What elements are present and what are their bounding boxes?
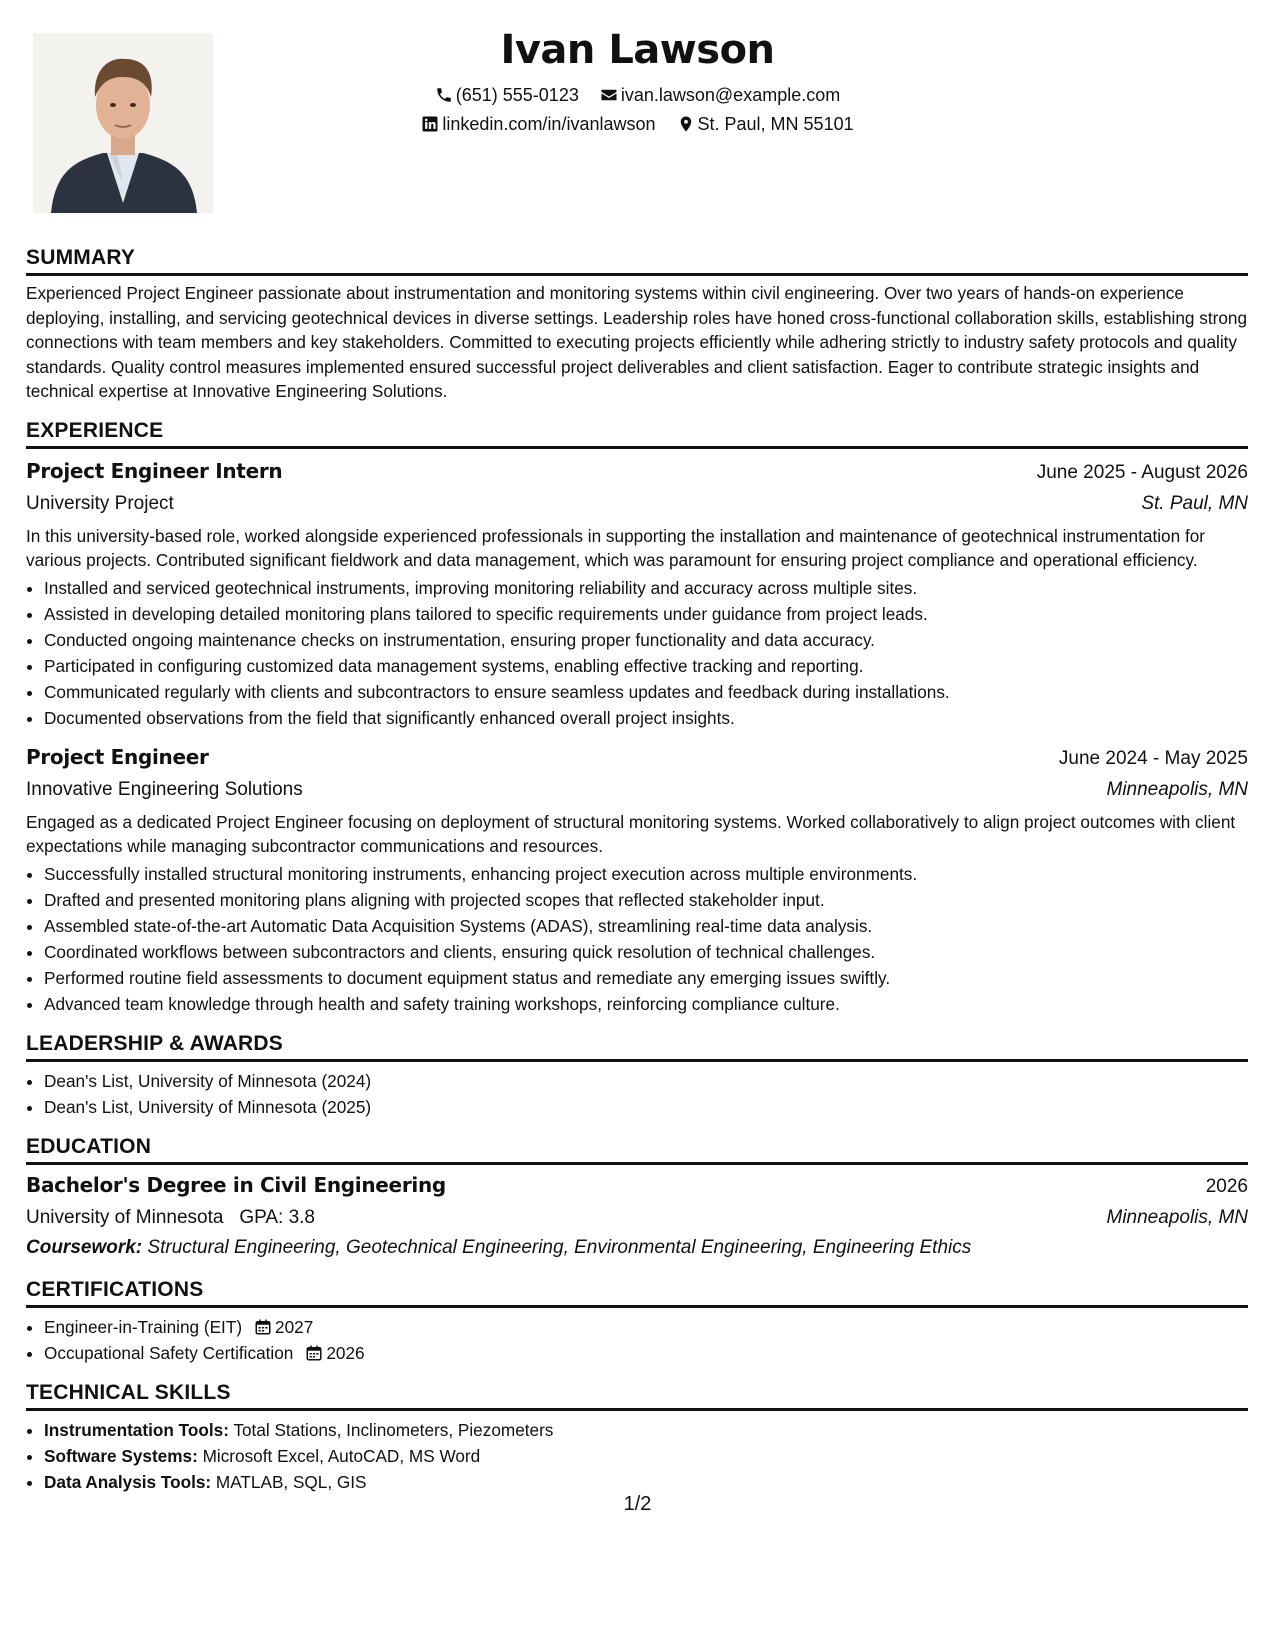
skill-label: Data Analysis Tools: <box>44 1471 212 1492</box>
degree-year: 2026 <box>1205 1175 1248 1197</box>
list-item <box>44 1314 1248 1340</box>
contact-line-2 <box>230 112 1045 136</box>
list-item: • Installed and serviced geotechnical instruments, improving monitoring reliability and accuracy across multiple sites. <box>44 575 1248 601</box>
coursework-label: Coursework: <box>26 1236 143 1258</box>
school-location: Minneapolis, MN <box>1106 1206 1248 1228</box>
job-bullets <box>26 575 1248 731</box>
education-section <box>26 1133 1248 1263</box>
job-dates: June 2024 - May 2025 <box>1058 747 1248 769</box>
candidate-name: Ivan Lawson <box>500 27 775 73</box>
summary-heading: SUMMARY <box>26 244 1248 276</box>
job-company: Innovative Engineering Solutions <box>26 778 303 800</box>
job-title: Project Engineer Intern <box>26 458 283 483</box>
experience-section <box>26 417 1248 1017</box>
certification-year: 2026 <box>326 1342 365 1363</box>
location-text: St. Paul, MN 55101 <box>697 114 854 134</box>
calendar-icon <box>254 1318 272 1336</box>
certification-name: Occupational Safety Certification <box>44 1342 294 1363</box>
job-title: Project Engineer <box>26 744 209 769</box>
skill-value: MATLAB, SQL, GIS <box>215 1471 367 1492</box>
map-pin-icon <box>677 115 695 133</box>
job-company: University Project <box>26 492 174 514</box>
list-item: • Dean's List, University of Minnesota (2024) <box>44 1068 1248 1094</box>
list-item: • Performed routine field assessments to document equipment status and remediate any emerging issues swiftly. <box>44 965 1248 991</box>
job-entry <box>26 455 1248 731</box>
list-item <box>44 1417 1248 1443</box>
contact-email[interactable] <box>600 83 840 107</box>
resume-header <box>230 22 1045 136</box>
phone-text: (651) 555-0123 <box>455 85 579 105</box>
coursework-list: Structural Engineering, Geotechnical Engineering, Environmental Engineering, Engineering Ethics <box>147 1236 972 1258</box>
calendar-icon <box>305 1344 323 1362</box>
summary-text: Experienced Project Engineer passionate about instrumentation and monitoring systems within civil engineering. Over two years of hands-on experience deploying, installing, and servicing geotechnical devices in diverse settings. Leadership roles have honed cross-functional collaboration skills, establishing strong connections with team members and key stakeholders. Committed to executing projects efficiently while adhering strictly to industry safety protocols and quality standards. Quality control measures implemented ensured successful project deliverables and client satisfaction. Eager to contribute strategic insights and technical expertise at Innovative Engineering Solutions. <box>26 283 1248 401</box>
skills-list <box>26 1417 1248 1495</box>
certification-name: Engineer-in-Training (EIT) <box>44 1316 243 1337</box>
resume-body <box>26 244 1248 1501</box>
list-item: • Assisted in developing detailed monitoring plans tailored to specific requirements under guidance from project leads. <box>44 601 1248 627</box>
linkedin-icon <box>421 115 439 133</box>
gpa: GPA: 3.8 <box>239 1206 315 1228</box>
certification-year: 2027 <box>275 1316 314 1337</box>
list-item: • Participated in configuring customized data management systems, enabling effective tracking and reporting. <box>44 653 1248 679</box>
skill-label: Instrumentation Tools: <box>44 1419 229 1440</box>
list-item: • Documented observations from the field that significantly enhanced overall project insights. <box>44 705 1248 731</box>
list-item: • Communicated regularly with clients and subcontractors to ensure seamless updates and feedback during installations. <box>44 679 1248 705</box>
leadership-list <box>26 1068 1248 1120</box>
job-location: St. Paul, MN <box>1141 492 1248 514</box>
coursework-line <box>26 1233 1248 1263</box>
skills-section <box>26 1379 1248 1495</box>
job-entry <box>26 741 1248 1017</box>
list-item: • Dean's List, University of Minnesota (2025) <box>44 1094 1248 1120</box>
list-item: • Advanced team knowledge through health and safety training workshops, reinforcing compliance culture. <box>44 991 1248 1017</box>
certifications-section <box>26 1276 1248 1366</box>
leadership-heading: LEADERSHIP & AWARDS <box>26 1030 1248 1062</box>
page-number: 1/2 <box>623 1493 652 1515</box>
skill-label: Software Systems: <box>44 1445 198 1466</box>
summary-section <box>26 244 1248 404</box>
email-text[interactable]: ivan.lawson@example.com <box>620 85 841 105</box>
profile-photo <box>33 33 213 213</box>
education-heading: EDUCATION <box>26 1133 1248 1165</box>
skill-value: Total Stations, Inclinometers, Piezometers <box>233 1419 554 1440</box>
job-description: In this university-based role, worked alongside experienced professionals in supporting the installation and maintenance of geotechnical instrumentation for various projects. Contributed significant fieldwork and data management, which was paramount for ensuring project compliance and operational efficiency. <box>26 525 1205 570</box>
list-item <box>44 1340 1248 1366</box>
skills-heading: TECHNICAL SKILLS <box>26 1379 1248 1411</box>
list-item <box>44 1469 1248 1495</box>
envelope-icon <box>600 86 618 104</box>
list-item: • Conducted ongoing maintenance checks on instrumentation, ensuring proper functionality and data accuracy. <box>44 627 1248 653</box>
job-bullets <box>26 861 1248 1017</box>
leadership-section <box>26 1030 1248 1120</box>
list-item <box>44 1443 1248 1469</box>
phone-icon <box>435 86 453 104</box>
list-item: • Assembled state-of-the-art Automatic Data Acquisition Systems (ADAS), streamlining real-time data analysis. <box>44 913 1248 939</box>
profile-photo-illustration <box>33 33 213 213</box>
school-name: University of Minnesota <box>26 1206 224 1228</box>
certifications-heading: CERTIFICATIONS <box>26 1276 1248 1308</box>
job-description: Engaged as a dedicated Project Engineer focusing on deployment of structural monitoring systems. Worked collaboratively to align project outcomes with client expectations while managing subcontractor communications and resources. <box>26 811 1236 856</box>
list-item: • Successfully installed structural monitoring instruments, enhancing project execution across multiple environments. <box>44 861 1248 887</box>
contact-phone <box>435 83 579 107</box>
contact-linkedin[interactable] <box>421 112 655 136</box>
degree-title: Bachelor's Degree in Civil Engineering <box>26 1172 446 1197</box>
linkedin-text[interactable]: linkedin.com/in/ivanlawson <box>442 114 656 134</box>
school-line <box>26 1203 315 1233</box>
certifications-list <box>26 1314 1248 1366</box>
list-item: • Coordinated workflows between subcontractors and clients, ensuring quick resolution of technical challenges. <box>44 939 1248 965</box>
contact-location <box>677 112 854 136</box>
job-dates: June 2025 - August 2026 <box>1036 461 1248 483</box>
job-location: Minneapolis, MN <box>1106 778 1248 800</box>
list-item: • Drafted and presented monitoring plans aligning with projected scopes that reflected stakeholder input. <box>44 887 1248 913</box>
skill-value: Microsoft Excel, AutoCAD, MS Word <box>202 1445 481 1466</box>
contact-line-1 <box>230 83 1045 107</box>
experience-heading: EXPERIENCE <box>26 417 1248 449</box>
